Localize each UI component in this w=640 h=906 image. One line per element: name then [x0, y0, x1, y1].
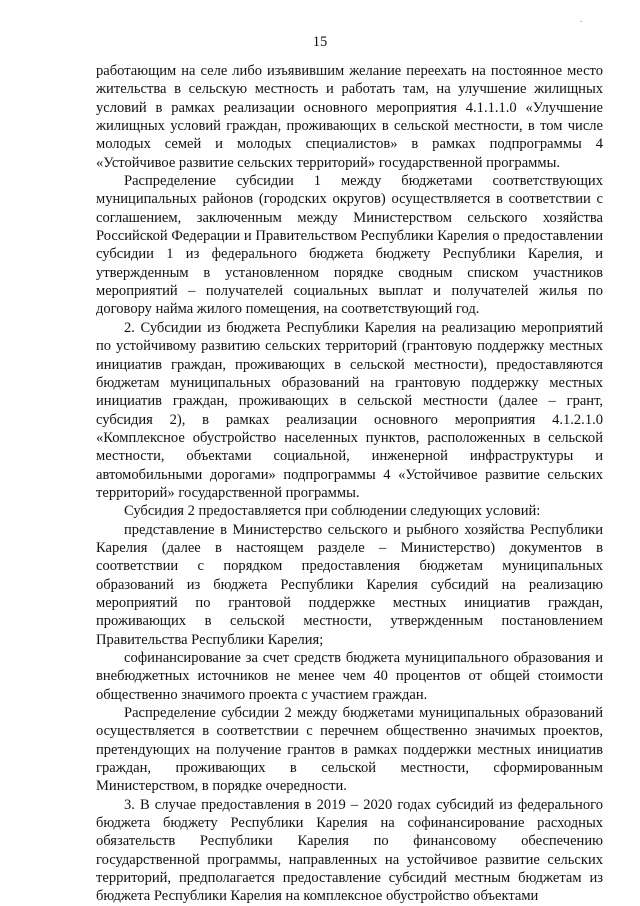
paragraph-continuation: работающим на селе либо изъявившим желание переехать на постоянное место жительства в сельскую местность и работать там, на улучшение жилищных условий в рамках реализации основного мероприятия 4.1.1.1.0 «Улучшение жилищных условий граждан, проживающих в сельской местности, в том числе молодых семей и молодых специалистов» в рамках подпрограммы 4 «Устойчивое развитие сельских территорий» государственной программы. [96, 63, 603, 171]
page-number: 15 [312, 34, 328, 50]
paragraph-subsidy1-distribution: Распределение субсидии 1 между бюджетами соответствующих муниципальных районов (городских округов) осуществляется в соответствии с соглашением, заключенным между Министерством сельского хозяйства Российской Федерации и Правительством Республики Карелия о предоставлении субсидии 1 из федерального бюджета бюджету Республики Карелия, и утвержденным в установленном порядке сводным списком участников мероприятий – получателей социальных выплат и получателей жилья по договору найма жилого помещения, на соответствующий год. [96, 173, 603, 318]
paragraph-condition-documents: представление в Министерство сельского и рыбного хозяйства Республики Карелия (далее в настоящем разделе – Министерство) документов в соответствии с порядком предоставления бюджетам муниципальных образований из бюджета Республики Карелия субсидий на реализацию мероприятий по грантовой поддержке местных инициатив граждан, проживающих в сельской местности, утвержденным постановлением Правительства Республики Карелия; [96, 521, 603, 648]
paragraph-conditions-intro: Субсидия 2 предоставляется при соблюдении следующих условий: [124, 503, 541, 520]
paragraph-subsidy2-distribution: Распределение субсидии 2 между бюджетами муниципальных образований осуществляется в соответствии с перечнем общественно значимых проектов, претендующих на получение грантов в рамках поддержки местных инициатив граждан, проживающих в сельской местности, сформированным Министерством, в порядке очередности. [96, 705, 603, 795]
paragraph-item-2: 2. Субсидии из бюджета Республики Карелия на реализацию мероприятий по устойчивому развитию сельских территорий (грантовую поддержку местных инициатив граждан, проживающих в сельской местности), предоставляются бюджетам муниципальных образований на грантовую поддержку местных инициатив граждан, проживающих в сельской местности (далее – грант, субсидия 2), в рамках реализации основного мероприятия 4.1.2.1.0 «Комплексное обустройство населенных пунктов, расположенных в сельской местности, объектами социальной, инженерной инфраструктуры и автомобильными дорогами» подпрограммы 4 «Устойчивое развитие сельских территорий» государственной программы. [96, 319, 603, 501]
paragraph-item-3: 3. В случае предоставления в 2019 – 2020 годах субсидий из федерального бюджета бюджету Республики Карелия на софинансирование расходных обязательств Республики Карелия по финансовому обеспечению государственной программы, направленных на устойчивое развитие сельских территорий, предполагается предоставление субсидий местным бюджетам из бюджета Республики Карелия на комплексное обустройство объектами [96, 796, 603, 905]
paragraph-condition-cofinancing: софинансирование за счет средств бюджета муниципального образования и внебюджетных источников не менее чем 40 процентов от общей стоимости общественно значимого проекта с участием граждан. [96, 650, 603, 703]
document-body [96, 62, 603, 906]
corner-mark: . [580, 14, 583, 24]
